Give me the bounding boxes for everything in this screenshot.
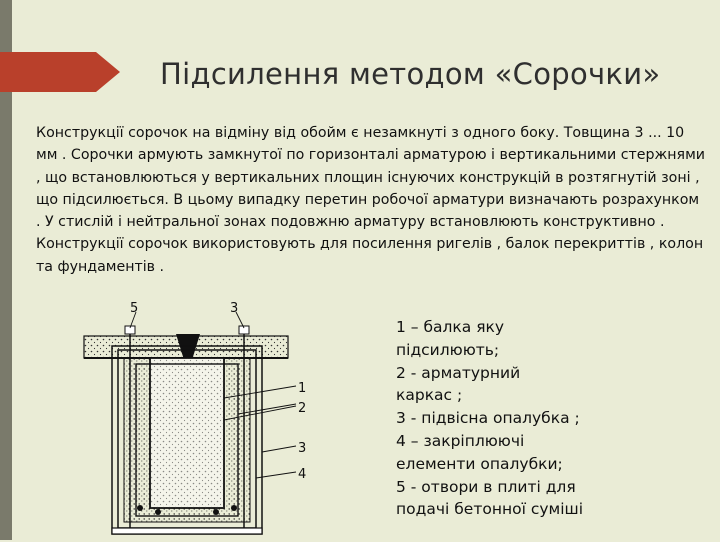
figure-label-5: 5 xyxy=(130,302,139,316)
jacket-section-drawing xyxy=(78,302,328,538)
figure-legend xyxy=(396,316,696,521)
legend-line: 1 – балка яку xyxy=(396,318,505,336)
slide-body-text: Конструкції сорочок на відміну від обойм є незамкнуті з одного боку. Товщина 3 ... 10 мм . Сорочки армують замкнутої по горизонталі арматурою і вертикальними стержнями , що встановлюються у вертикальних площин існуючих конструкцій в розтягнутій зоні , що підсилюється. В цьому випадку перетин робочої арматури визначають розрахунком . У стислій і нейтральної зонах подовжню арматуру встановлюють конструктивно . Конструкції сорочок використовують для посилення ригелів , балок перекриттів , колон та фундаментів . xyxy=(36,125,706,275)
legend-line: 2 - арматурний xyxy=(396,363,521,382)
legend-line: каркас ; xyxy=(396,386,463,405)
legend-line: підсилюють; xyxy=(396,340,500,359)
legend-line: 5 - отвори в плиті для xyxy=(396,477,576,496)
jacket-section-figure xyxy=(78,302,328,538)
figure-label-1: 1 xyxy=(298,381,307,396)
legend-line: елементи опалубки; xyxy=(396,454,563,473)
legend-line: подачі бетонної суміші xyxy=(396,500,583,519)
figure-label-2: 2 xyxy=(298,401,307,416)
figure-label-3-top: 3 xyxy=(230,302,239,316)
legend-line: 4 – закріплюючі xyxy=(396,431,525,450)
figure-label-3: 3 xyxy=(298,441,307,456)
title-arrow-marker xyxy=(0,52,120,92)
legend-line: 3 - підвісна опалубка ; xyxy=(396,409,580,428)
slide-title: Підсилення методом «Сорочки» xyxy=(160,57,661,91)
figure-label-4: 4 xyxy=(298,467,307,482)
